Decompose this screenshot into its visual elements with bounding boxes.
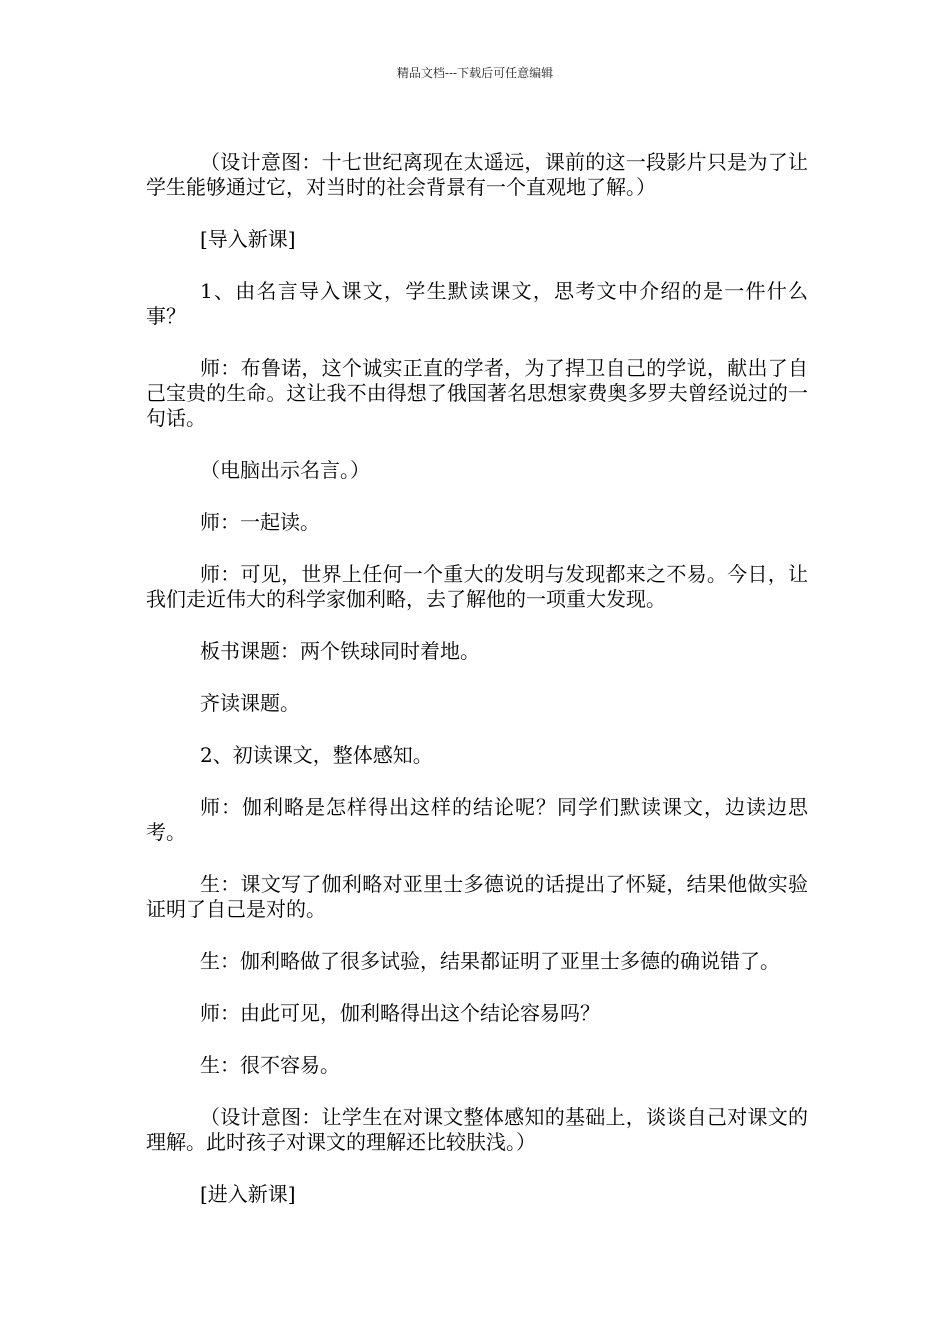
paragraph-student-answer-3: 生：很不容易。 <box>200 1053 340 1077</box>
paragraph-step-1: 1、由名言导入课文，学生默读课文，思考文中介绍的是一件什么事？ <box>146 279 808 328</box>
paragraph-step-2: 2、初读课文，整体感知。 <box>200 743 433 767</box>
paragraph-teacher-read: 师：一起读。 <box>200 510 320 534</box>
paragraph-student-answer-1: 生：课文写了伽利略对亚里士多德说的话提出了怀疑，结果他做实验证明了自己是对的。 <box>146 872 808 921</box>
paragraph-teacher-question: 师：伽利略是怎样得出这样的结论呢？同学们默读课文，边读边思考。 <box>146 795 808 844</box>
paragraph-teacher-bruno: 师：布鲁诺，这个诚实正直的学者，为了捍卫自己的学说，献出了自己宝贵的生命。这让我不由得想了俄国著名思想家费奥多罗夫曾经说过的一句话。 <box>146 356 808 430</box>
document-body <box>146 150 808 1207</box>
section-heading-intro: [导入新课] <box>200 227 296 251</box>
paragraph-design-intent-2: （设计意图：让学生在对课文整体感知的基础上，谈谈自己对课文的理解。此时孩子对课文的理解还比较肤浅。） <box>146 1105 808 1154</box>
paragraph-read-title: 齐读课题。 <box>200 691 300 715</box>
section-heading-new-lesson: [进入新课] <box>200 1182 296 1206</box>
paragraph-student-answer-2: 生：伽利略做了很多试验，结果都证明了亚里士多德的确说错了。 <box>200 949 780 973</box>
paragraph-teacher-followup: 师：由此可见，伽利略得出这个结论容易吗？ <box>200 1001 600 1025</box>
paragraph-teacher-galileo: 师：可见，世界上任何一个重大的发明与发现都来之不易。今日，让我们走近伟大的科学家伽利略，去了解他的一项重大发现。 <box>146 562 808 611</box>
paragraph-show-quote: （电脑出示名言。） <box>200 458 370 482</box>
page-header: 精品文档---下载后可任意编辑 <box>396 66 554 80</box>
paragraph-board-title: 板书课题：两个铁球同时着地。 <box>200 639 480 663</box>
paragraph-design-intent-1: （设计意图：十七世纪离现在太遥远，课前的这一段影片只是为了让学生能够通过它，对当时的社会背景有一个直观地了解。） <box>146 150 808 199</box>
